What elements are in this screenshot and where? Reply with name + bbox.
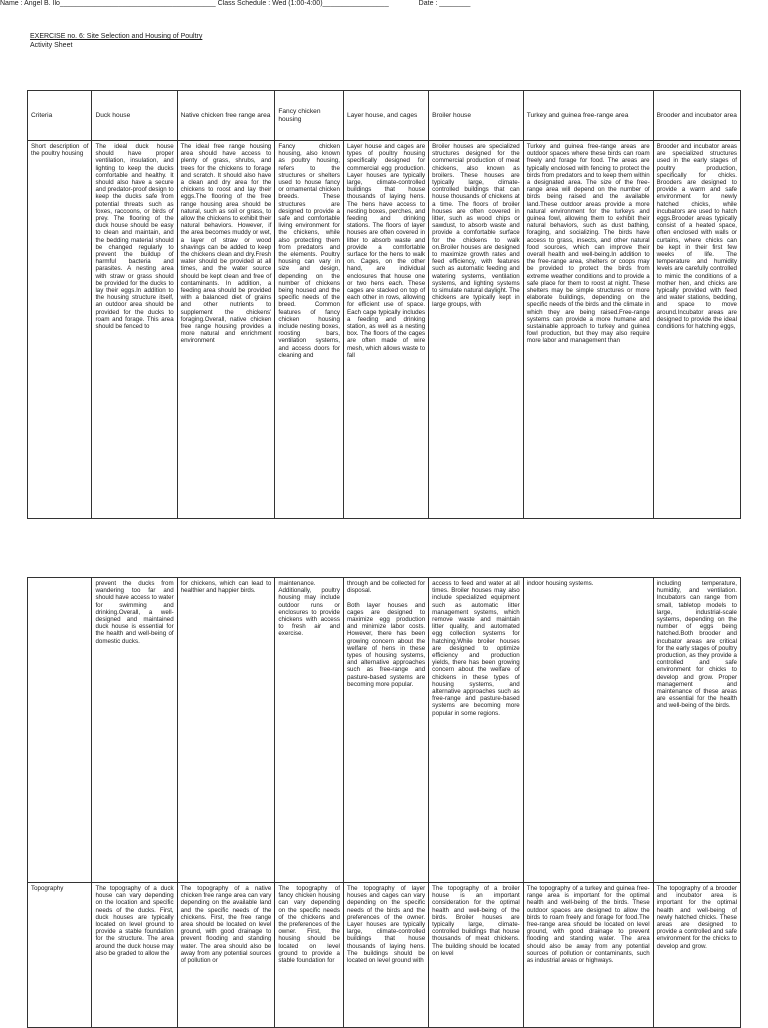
row-label-cell: Topography xyxy=(28,883,92,1028)
table-cell: Turkey and guinea free-range areas are outdoor spaces where these birds can roam freely and forage for food. The areas are typically enclosed with fencing to protect the birds from predators and to keep them within a designated area. The size of the free-range area will depend on the number of birds being raised and the available land.These outdoor areas provide a more natural environment for the turkeys and guinea fowl, allowing them to exhibit their natural behaviors, such as dust bathing, foraging, and socializing. The birds have access to grass, insects, and other natural food sources, which can improve their overall health and well-being.In addition to the free-range area, shelters or coops may be provided to protect the birds from extreme weather conditions and to provide a safe place for them to roost at night. These shelters may be simple structures or more elaborate buildings, depending on the specific needs of the birds and the climate in which they are being raised.Free-range systems can provide a more humane and sustainable approach to turkey and guinea fowl production, but they may also require more labor and management than xyxy=(523,141,653,519)
table-cell: The topography of layer houses and cages can vary depending on the specific needs of the birds and the preferences of the owner. Layer houses are typically large, climate-controlled buildings that house thousands of laying hens. The buildings should be located on level ground with xyxy=(343,883,428,1028)
table-cell: prevent the ducks from wandering too far and should have access to water for swimming and drinking.Overall, a well-designed and maintained duck house is essential for the health and well-being of domestic ducks. xyxy=(92,578,177,883)
header-cell-fancy-chicken: Fancy chicken housing xyxy=(275,91,344,141)
table-cell: The ideal duck house should have proper ventilation, insulation, and lighting to keep the ducks comfortable and healthy. It should also have a secure and predator-proof design to keep the ducks safe from potential threats such as foxes, raccoons, or birds of prey. The flooring of the duck house should be easy to clean and maintain, and the bedding material should be changed regularly to prevent the buildup of harmful bacteria and parasites. A nesting area with straw or grass should be provided for the ducks to lay their eggs.In addition to the housing structure itself, an outdoor area should be provided for the ducks to roam and forage. This area should be fenced to xyxy=(92,141,177,519)
row-label-cell xyxy=(28,578,92,883)
table-cell: The topography of a duck house can vary depending on the location and specific needs of the ducks. First, duck houses are typically located on level ground to provide a stable foundation for the structure. The area around the duck house may also be graded to allow the xyxy=(92,883,177,1028)
table-header-row xyxy=(28,91,741,141)
activity-sheet-label: Activity Sheet xyxy=(30,42,73,49)
table-row xyxy=(28,883,741,1028)
table-cell: The topography of a broiler house is an important consideration for the optimal health and well-being of the birds. Broiler houses are typically large, climate-controlled buildings that house thousands of meat chickens. The building should be located on level xyxy=(429,883,524,1028)
table-cell: The topography of fancy chicken housing can vary depending on the specific needs of the chickens and the preferences of the owner. First, the housing should be located on level ground to provide a stable foundation for xyxy=(275,883,344,1028)
table-cell: Fancy chicken housing, also known as poultry housing, refers to the structures or shelters used to house fancy or ornamental chicken breeds. These structures are designed to provide a safe and comfortable living environment for the chickens, while also protecting them from predators and the elements. Poultry housing can vary in size and design, depending on the number of chickens being housed and the specific needs of the breed. Common features of fancy chicken housing include nesting boxes, roosting bars, ventilation systems, and access doors for cleaning and xyxy=(275,141,344,519)
table-cell: through and be collected for disposal. Both layer houses and cages are designed to maximize egg production and minimize labor costs. However, there has been growing concern about the welfare of hens in these types of housing systems, and alternative approaches such as free-range and pasture-based systems are becoming more popular. xyxy=(343,578,428,883)
date-field: Date : ________ xyxy=(418,0,471,7)
student-info-line xyxy=(0,0,700,7)
header-cell-duck-house: Duck house xyxy=(92,91,177,141)
table-row xyxy=(28,578,741,883)
table-cell: Brooder and incubator areas are specialized structures used in the early stages of poultry production, specifically for chicks. Brooders are designed to provide a warm and safe environment for newly hatched chicks, while incubators are used to hatch eggs.Brooder areas typically consist of a heated space, often enclosed with walls or curtains, where chicks can be kept in their first few weeks of life. The temperature and humidity levels are carefully controlled to mimic the conditions of a mother hen, and chicks are typically provided with feed and water stations, bedding, and space to move around.Incubator areas are designed to provide the ideal conditions for hatching eggs, xyxy=(653,141,740,519)
header-cell-turkey-guinea: Turkey and guinea free-range area xyxy=(523,91,653,141)
header-cell-criteria: Criteria xyxy=(28,91,92,141)
header-cell-native-chicken: Native chicken free range area xyxy=(177,91,275,141)
table-cell: indoor housing systems. xyxy=(523,578,653,883)
table-cell: access to feed and water at all times. Broiler houses may also include specialized equipment such as automatic litter management systems, which remove waste and maintain litter quality, and automated egg collection systems for hatching.While broiler houses are designed to optimize efficiency and production yields, there has been growing concern about the welfare of chickens in these types of housing systems, and alternative approaches such as free-range and pasture-based systems are becoming more popular in some regions. xyxy=(429,578,524,883)
class-schedule-field: Class Schedule : Wed (1:00-4:00)_________________ xyxy=(217,0,389,7)
header-cell-broiler-house: Broiler house xyxy=(429,91,524,141)
table-cell: maintenance. Additionally, poultry housing may include outdoor runs or enclosures to provide chickens with access to fresh air and exercise. xyxy=(275,578,344,883)
table-cell: The ideal free range housing area should have access to plenty of grass, shrubs, and trees for the chickens to forage and scratch. It should also have a clean and dry area for the chickens to roost and lay their eggs.The flooring of the free range housing area should be natural, such as soil or grass, to allow the chickens to exhibit their natural behaviors. However, if the area becomes muddy or wet, a layer of straw or wood shavings can be added to keep the chickens clean and dry.Fresh water should be provided at all times, and the water source should be kept clean and free of contaminants. In addition, a feeding area should be provided with a balanced diet of grains and other nutrients to supplement the chickens' foraging.Overall, native chicken free range housing provides a more natural and enrichment environment xyxy=(177,141,275,519)
table-cell: including temperature, humidity, and ventilation. Incubators can range from small, tabletop models to large, industrial-scale systems, depending on the number of eggs being hatched.Both brooder and incubator areas are critical for the early stages of poultry production, as they provide a controlled and safe environment for chicks to develop and grow. Proper management and maintenance of these areas are essential for the health and well-being of the birds. xyxy=(653,578,740,883)
exercise-title: EXERCISE no. 6: Site Selection and Housing of Poultry xyxy=(30,33,203,40)
header-cell-layer-house: Layer house, and cages xyxy=(343,91,428,141)
table-cell: The topography of a turkey and guinea free-range area is important for the optimal health and well-being of the birds. These outdoor spaces are designed to allow the birds to roam freely and forage for food.The free-range area should be located on level ground, with good drainage to prevent flooding and standing water. The area should also be away from any potential sources of pollution or contaminants, such as industrial areas or highways. xyxy=(523,883,653,1028)
poultry-housing-table-continued xyxy=(27,577,741,1028)
table-row xyxy=(28,141,741,519)
table-cell: Broiler houses are specialized structures designed for the commercial production of meat chickens, also known as broilers. These houses are typically large, climate-controlled buildings that can house thousands of chickens at a time. The floors of broiler houses are often covered in litter, such as wood chips or sawdust, to absorb waste and provide a comfortable surface for the chickens to walk on.Broiler houses are designed to maximize growth rates and feed efficiency, with features such as automatic feeding and watering systems, ventilation systems, and lighting systems to simulate natural daylight. The chickens are typically kept in large groups, with xyxy=(429,141,524,519)
table-cell: The topography of a brooder and incubator area is important for the optimal health and well-being of newly hatched chicks. These areas are designed to provide a controlled and safe environment for the chicks to develop and grow. xyxy=(653,883,740,1028)
table-cell: Layer house and cages are types of poultry housing specifically designed for commercial egg production. Layer houses are typically large, climate-controlled buildings that house thousands of laying hens. The hens have access to nesting boxes, perches, and feeding and drinking stations. The floors of layer houses are often covered in litter to absorb waste and provide a comfortable surface for the hens to walk on. Cages, on the other hand, are individual enclosures that house one or two hens each. These cages are stacked on top of each other in rows, allowing for efficient use of space. Each cage typically includes a feeding and drinking station, as well as a nesting box. The floors of the cages are often made of wire mesh, which allows waste to fall xyxy=(343,141,428,519)
header-cell-brooder-incubator: Brooder and incubator area xyxy=(653,91,740,141)
table-cell: for chickens, which can lead to healthier and happier birds. xyxy=(177,578,275,883)
row-label-cell: Short description of the poultry housing xyxy=(28,141,92,519)
table-cell: The topography of a native chicken free range area can vary depending on the available land and the specific needs of the chickens. First, the free range area should be located on level ground, with good drainage to prevent flooding and standing water. The area should also be away from any potential sources of pollution or xyxy=(177,883,275,1028)
name-field: Name : Angel B. Ilo________________________________________ xyxy=(0,0,216,7)
poultry-housing-table xyxy=(27,90,741,519)
